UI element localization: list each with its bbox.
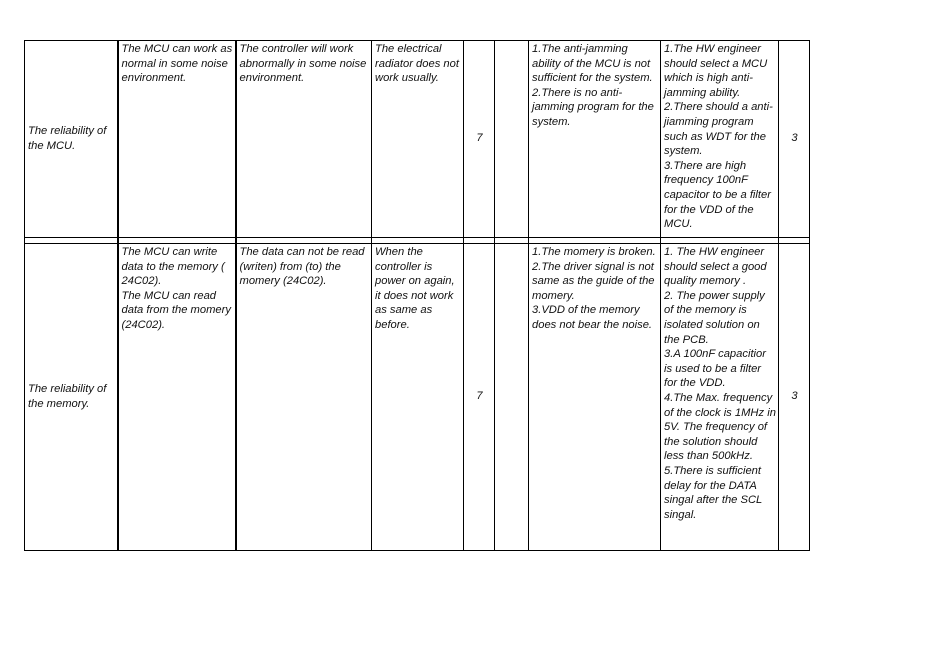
severity-cell: 7 xyxy=(464,41,495,238)
item-cell: The reliability of the MCU. xyxy=(25,41,118,238)
cause-cell: 1.The momery is broken. 2.The driver signal is not same as the guide of the momery. 3.VDD of the memory does not bear the noise. xyxy=(529,244,661,551)
function-cell: The MCU can write data to the memory ( 24C02). The MCU can read data from the momery (24C02). xyxy=(118,244,236,551)
occurrence-cell: 3 xyxy=(779,41,810,238)
failure-mode-cell: The controller will work abnormally in some noise environment. xyxy=(236,41,372,238)
effect-cell: When the controller is power on again, it does not work as same as before. xyxy=(372,244,464,551)
item-cell: The reliability of the memory. xyxy=(25,244,118,551)
function-cell: The MCU can work as normal in some noise environment. xyxy=(118,41,236,238)
fmea-table xyxy=(24,40,810,551)
class-cell xyxy=(495,244,529,551)
severity-cell: 7 xyxy=(464,244,495,551)
class-cell xyxy=(495,41,529,238)
control-cell: 1.The HW engineer should select a MCU which is high anti-jamming ability. 2.There should a anti-jiamming program such as WDT for the system. 3.There are high frequency 100nF capacitor to be a filter for the VDD of the MCU. xyxy=(661,41,779,238)
control-cell: 1. The HW engineer should select a good quality memory . 2. The power supply of the memory is isolated solution on the PCB. 3.A 100nF capacitior is used to be a filter for the VDD. 4.The Max. frequency of the clock is 1MHz in 5V. The frequency of the solution should less than 500kHz. 5.There is sufficient delay for the DATA singal after the SCL singal. xyxy=(661,244,779,551)
table-row xyxy=(25,41,810,238)
cause-cell: 1.The anti-jamming ability of the MCU is not sufficient for the system. 2.There is no anti-jamming program for the system. xyxy=(529,41,661,238)
table-row xyxy=(25,244,810,551)
occurrence-cell: 3 xyxy=(779,244,810,551)
effect-cell: The electrical radiator does not work usually. xyxy=(372,41,464,238)
failure-mode-cell: The data can not be read (writen) from (to) the momery (24C02). xyxy=(236,244,372,551)
